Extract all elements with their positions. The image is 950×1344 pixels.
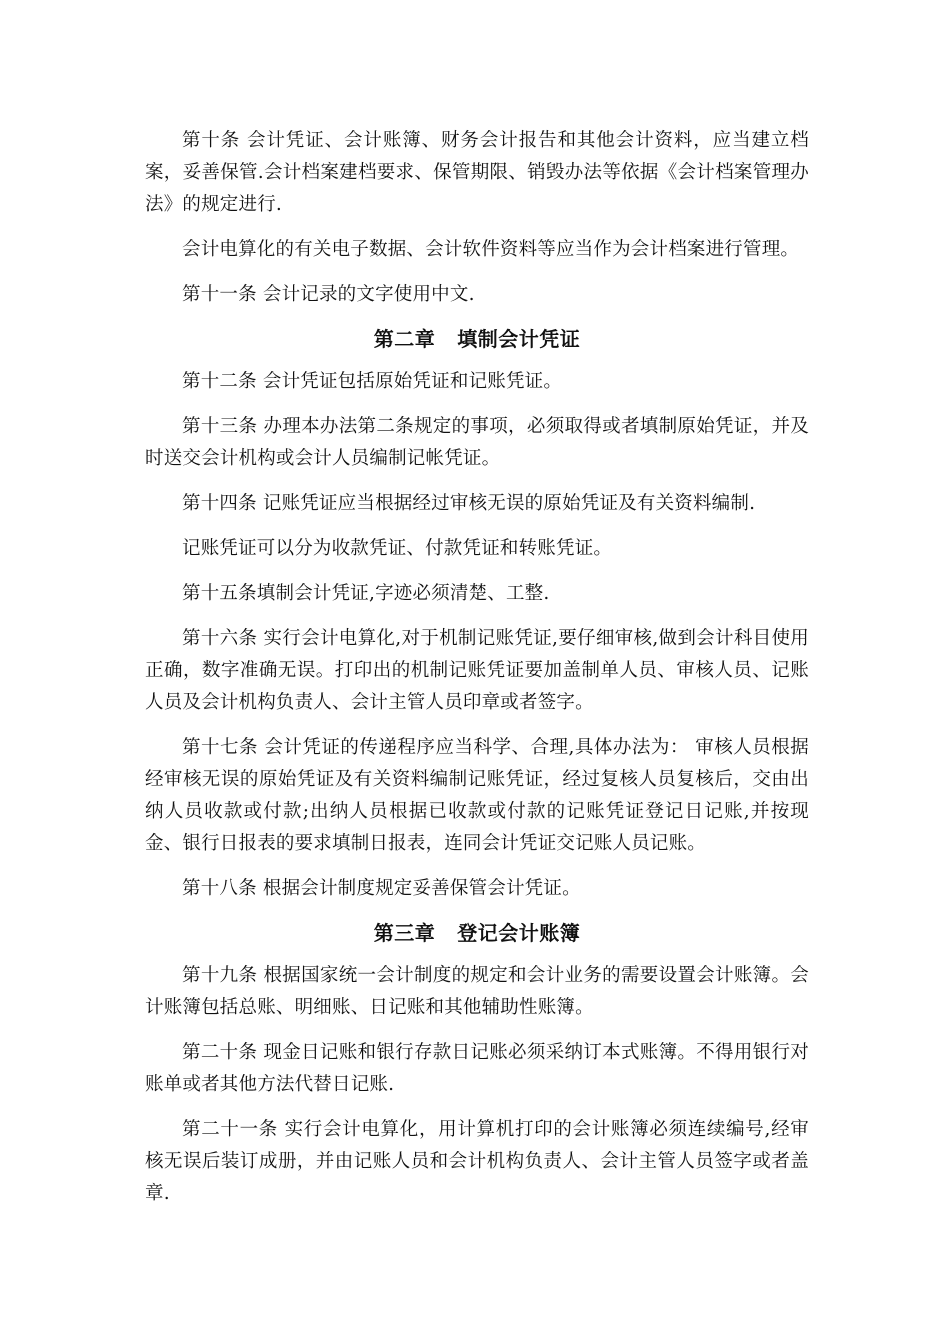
- chapter-3-number: 第三章: [373, 921, 436, 945]
- article-16: 第十六条 实行会计电算化,对于机制记账凭证,要仔细审核,做到会计科目使用正确，数字准确无误。打印出的机制记账凭证要加盖制单人员、审核人员、记账人员及会计机构负责人、会计主管人员印章或者签字。: [145, 628, 809, 713]
- article-19: 第十九条 根据国家统一会计制度的规定和会计业务的需要设置会计账簿。会计账簿包括总账、明细账、日记账和其他辅助性账簿。: [145, 965, 809, 1018]
- chapter-3-heading: [145, 918, 809, 948]
- chapter-3-title: 登记会计账簿: [457, 921, 581, 945]
- document-body: [145, 125, 809, 1223]
- article-21: 第二十一条 实行会计电算化，用计算机打印的会计账簿必须连续编号,经审核无误后装订成册，并由记账人员和会计机构负责人、会计主管人员签字或者盖章.: [145, 1119, 809, 1204]
- chapter-2-number: 第二章: [373, 327, 436, 351]
- article-11: 第十一条 会计记录的文字使用中文.: [182, 284, 475, 305]
- article-20: 第二十条 现金日记账和银行存款日记账必须采纳订本式账簿。不得用银行对账单或者其他方法代替日记账.: [145, 1042, 809, 1095]
- article-18: 第十八条 根据会计制度规定妥善保管会计凭证。: [182, 878, 581, 899]
- chapter-2-heading: [145, 324, 809, 354]
- article-10: 第十条 会计凭证、会计账簿、财务会计报告和其他会计资料，应当建立档案，妥善保管.会计档案建档要求、保管期限、销毁办法等依据《会计档案管理办法》的规定进行.: [145, 130, 809, 215]
- article-14-paragraph-2: 记账凭证可以分为收款凭证、付款凭证和转账凭证。: [182, 538, 613, 559]
- article-12: 第十二条 会计凭证包括原始凭证和记账凭证。: [182, 371, 563, 392]
- article-15: 第十五条填制会计凭证,字迹必须清楚、工整.: [182, 583, 550, 604]
- article-13: 第十三条 办理本办法第二条规定的事项，必须取得或者填制原始凭证，并及时送交会计机构或会计人员编制记帐凭证。: [145, 416, 809, 469]
- article-17: 第十七条 会计凭证的传递程序应当科学、合理,具体办法为： 审核人员根据经审核无误的原始凭证及有关资料编制记账凭证，经过复核人员复核后，交由出纳人员收款或付款;出纳人员根据已收款或付款的记账凭证登记日记账,并按现金、银行日报表的要求填制日报表，连同会计凭证交记账人员记账。: [145, 737, 809, 854]
- chapter-2-title: 填制会计凭证: [457, 327, 581, 351]
- article-10-paragraph-2: 会计电算化的有关电子数据、会计软件资料等应当作为会计档案进行管理。: [182, 239, 800, 260]
- article-14: 第十四条 记账凭证应当根据经过审核无误的原始凭证及有关资料编制.: [182, 493, 756, 514]
